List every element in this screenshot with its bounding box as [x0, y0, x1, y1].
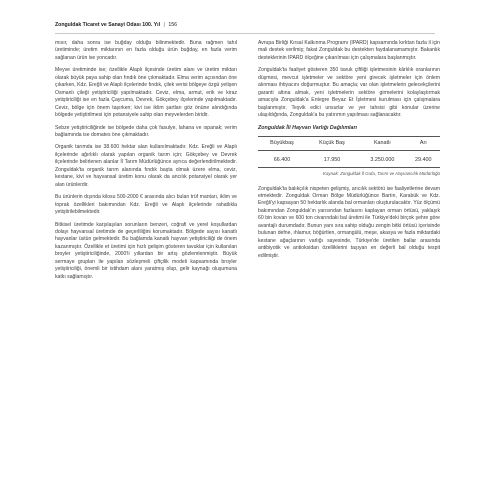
header-separator: |	[163, 22, 165, 28]
right-column	[258, 40, 440, 265]
paragraph: Bitkisel üretimde karşılaşılan sorunların benzeri, coğrafi ve yerel koşullardan dolayı hayvansal üretimde de geçerliliğini korumaktadır. Bölgede sayısı kanatlı hayvanlar üstün gelmektedir. Bu bağlamda kanatlı hayvan yetiştiriciliği de önem kazanmıştır. Özellikle et üretimi için hızlı gelişim gösteren tavuklar için kullanılan broyler yetiştiriciliğinde, 2000'li yıllardan bir artış gözlemlenmiştir. Büyük sermaye grupları ile yapılan sözleşmeli çiftçilik modeli kapsamında broyler yetiştiriciliği, önemli bir istihdam alanı yaratmış olup, gelir kaynağı oluşumuna katkı sağlamıştır.	[55, 221, 237, 280]
paragraph: Organik tarımda ise 38.600 hektar alan kullanılmaktadır. Kdz. Ereğli ve Alaplı ilçelerinde ağırlıklı olarak yapılan organik tarım için; Gökçebey ve Devrek ilçelerinde belirlenen alanlar İl Tarım Müdürlüğünce ayrıca değerlendirilmektedir. Zonguldak'ta organik tarım alanında fındık başta olmak üzere elma, ceviz, kestane, kivi ve hayvansal üretim konu olarak da ancılık potansiyel olarak yer alan ürünlerdir.	[55, 144, 237, 188]
paragraph: Avrupa Birliği Kırsal Kalkınma Programı (IPARD) kapsamında kırktan fazla il için mali destek verilmiş; fakat Zonguldak bu destekten faydalanamamıştır. Bakanlık desteklerinin IPARD ölçeğine çıkarılması için çalışmalara başlanmıştır.	[258, 40, 440, 61]
table-cell: 17.950	[306, 150, 358, 167]
column-header: Büyükbaş	[258, 136, 306, 150]
table-cell: 29.400	[407, 150, 440, 167]
paragraph: Zonguldak'ta faaliyet gösteren 350 tavuk çiftliği işletmesinin kârlılık oranlarının düşmesi, mevcut işletmeler ve sektöre yeni girecek işletmeler için önlem alınması ihtiyacını doğurmuştur. Bu amaçla; var olan işletmelerin gelecekçilerini garanti altına almak, yeni işletmelerin sektöre girmelerini kolaylaştırmak amacıyla Zonguldak'a Entegre Beyaz Et İşletmesi kurulması için çalışmalara başlanmıştır. Teşvik edici unsurlar ve yer tahsisi gibi konular üzerine ulaşıldığında, Zonguldak'a bu yatırımın yapılması sağlanacaktır.	[258, 67, 440, 119]
header-divider	[55, 33, 435, 34]
table-title: Zonguldak İli Hayvan Varlığı Dağılımları	[258, 124, 357, 131]
column-header: Küçük Baş	[306, 136, 358, 150]
table-cell: 66.400	[258, 150, 306, 167]
paragraph: Meyve üretiminde ise; özellikle Alaplı ilçesinde üretim alanı ve üretim miktarı olarak büyük paya sahip olan fındık öne çıkmaktadır. Elma verim açısından öne çıkarken, Kdz. Ereğli ve Alaplı ilçelerinde fındık, çilek verisi bölgeye özgü yetişen Osmanlı çileği yetiştiriciliği yapılmaktadır. Ceviz, elma, armut, erik ve kiraz yetiştiriciliği ise en fazla Çaycuma, Devrek, Gökçebey ilçelerinde yapılmaktadır. Ceviz, bölge için önem taşırken; kivi ise iklim şartları göz önüne alındığında bölgede yetiştirilmesi için potansiyele sahip olan meyvelerden biridir.	[55, 67, 237, 119]
column-header: Kanatlı	[358, 136, 407, 150]
table-cell: 3.250.000	[358, 150, 407, 167]
column-header: Arı	[407, 136, 440, 150]
livestock-table-block	[258, 125, 440, 176]
publication-title: Zonguldak Ticaret ve Sanayi Odası 100. Yıl	[55, 22, 161, 28]
livestock-table	[258, 136, 440, 168]
table-header-row	[258, 136, 440, 150]
paragraph: Sebze yetiştiriciliğinde ise bölgede daha çok fasulye, lahana ve ıspanak; verim bağlamında ise domates öne çıkmaktadır.	[55, 124, 237, 138]
paragraph: Zonguldak'ta balıkçılık nispeten gelişmiş, arıcılık sektörü ise faaliyetlerine devam etmektedir. Zonguldak Orman Bölge Müdürlüğünce Bartın, Karabük ve Kdz. Ereğli'yi kapsayan 50 hektarlık alanda bal ormanları oluşturulacaktır. Yüz ölçümü bakımından Zonguldak'ın yarısından fazlasını kaplayan orman örtüsü, yaklaşık 60 bin kovan ve 600 ton civarındaki bal üretimi ile Türkiye'deki birçok şehre göre avantajlı durumdadır. Bunun yanı sıra sahip olduğu zengin bitki örtüsü içerisinde bulunan defne, ıhlamur, böğürtlen, ormangülü, meşe, akasya ve fazla miktardaki kestane ağaçlarının varlığı sayesinde, Türkiye'de üretilen ballar arasında antibiyotik ve antioksidan özelliklerini taşıyan en değerli bal olduğu tespit edilmiştir.	[258, 185, 440, 259]
left-column	[55, 40, 237, 286]
paragraph: mısır, daha sonra ise buğday olduğu bilinmektedir. Buna rağmen tahıl üretiminde; üretim miktarının en fazla olduğu ürün buğday, en fazla verim sağlanan ürün ise yoncadır.	[55, 40, 237, 61]
page-number: 156	[168, 22, 177, 28]
table-row	[258, 150, 440, 167]
table-source-note: Kaynak: Zonguldak İl Gıda, Tarım ve Hayvancılık Müdürlüğü	[323, 170, 440, 176]
paragraph: Bu ürünlerin dışında kilosu 500-2000 € arasında alıcı bulan trüf mantarı, iklim ve toprak özellikleri bakımından Kdz. Ereğli ve Alaplı ilçelerinde rahatlıkla yetiştirilebilmektedir.	[55, 194, 237, 216]
page-header	[55, 22, 177, 28]
